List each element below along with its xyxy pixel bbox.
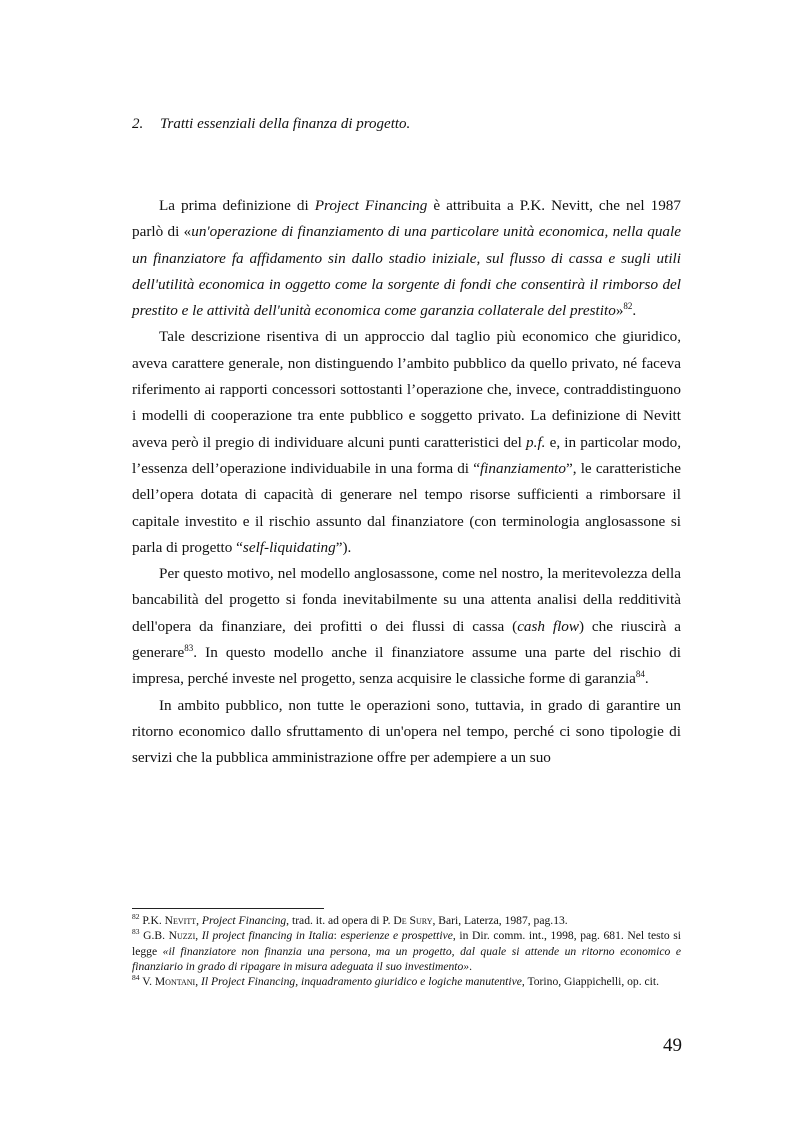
section-number: 2. <box>132 116 144 132</box>
paragraph-1: La prima definizione di Project Financing è attribuita a P.K. Nevitt, che nel 1987 parlò di «un'operazione di finanziamento di una particolare unità economica, nella quale un finanziatore fa affidamento sin dallo stadio iniziale, sul flusso di cassa e sugli utili dell'utilità economica in oggetto come la sorgente di fondi che consentirà il rimborso del prestito e le attività dell'unità economica come garanzia collaterale del prestito»$^{82}$. <box>132 197 681 320</box>
page-number: 49 <box>663 1035 682 1056</box>
footnote-separator <box>132 908 324 909</box>
section-heading <box>132 113 410 135</box>
paragraph-3: Per questo motivo, nel modello anglosassone, come nel nostro, la meritevolezza della bancabilità del progetto si fonda inevitabilmente su una attenta analisi della redditività dell'opera da finanziare, dei profitti o dei flussi di cassa (cash flow) che riuscirà a generare$^{83}$. In questo modello anche il finanziatore assume una parte del rischio di impresa, perché investe nel progetto, senza acquisire le classiche forme di garanzia$^{84}$. <box>132 565 681 688</box>
paragraph-4: In ambito pubblico, non tutte le operazioni sono, tuttavia, in grado di garantire un ritorno economico dallo sfruttamento di un'opera nel tempo, perché ci sono tipologie di servizi che la pubblica amministrazione offre per adempiere a un suo <box>132 696 681 767</box>
footnote-84: $^{84}$ V. Montani, Il Project Financing, inquadramento giuridico e logiche manutentive, Torino, Giappichelli, op. cit. <box>132 973 660 989</box>
section-title: Tratti essenziali della finanza di progetto. <box>160 116 411 132</box>
footnote-83: $^{83}$ G.B. Nuzzi, Il project financing in Italia: esperienze e prospettive, in Dir. comm. int., 1998, pag. 681. Nel testo si legge «il finanziatore non finanzia una persona, ma un progetto, dal quale si attende un ritorno economico e finanziario in grado di ripagare in misura adeguata il suo investimento». <box>132 927 681 973</box>
footnotes <box>132 913 681 989</box>
body-text <box>132 193 681 772</box>
footnote-ref-84[interactable]: 84 <box>635 669 645 680</box>
footnote-ref-82[interactable]: 82 <box>623 301 633 312</box>
footnote-ref-83[interactable]: 83 <box>184 642 194 653</box>
footnote-82: $^{82}$ P.K. Nevitt, Project Financing, trad. it. ad opera di P. De Sury, Bari, Laterza, 1987, pag.13. <box>132 912 568 927</box>
paragraph-2: Tale descrizione risentiva di un approccio dal taglio più economico che giuridico, aveva carattere generale, non distinguendo l’ambito pubblico da quello privato, né faceva riferimento ai rapporti concessori sottostanti l’operazione che, invece, contraddistinguono i modelli di cooperazione tra ente pubblico e soggetto privato. La definizione di Nevitt aveva però il pregio di individuare alcuni punti caratteristici del p.f. e, in particolar modo, l’essenza dell’operazione individuabile in una forma di “finanziamento”, le caratteristiche dell’opera dotata di capacità di generare nel tempo risorse sufficienti a rimborsare il capitale investito e il rischio assunto dal finanziatore (con terminologia anglosassone si parla di progetto “self-liquidating”). <box>132 328 681 556</box>
